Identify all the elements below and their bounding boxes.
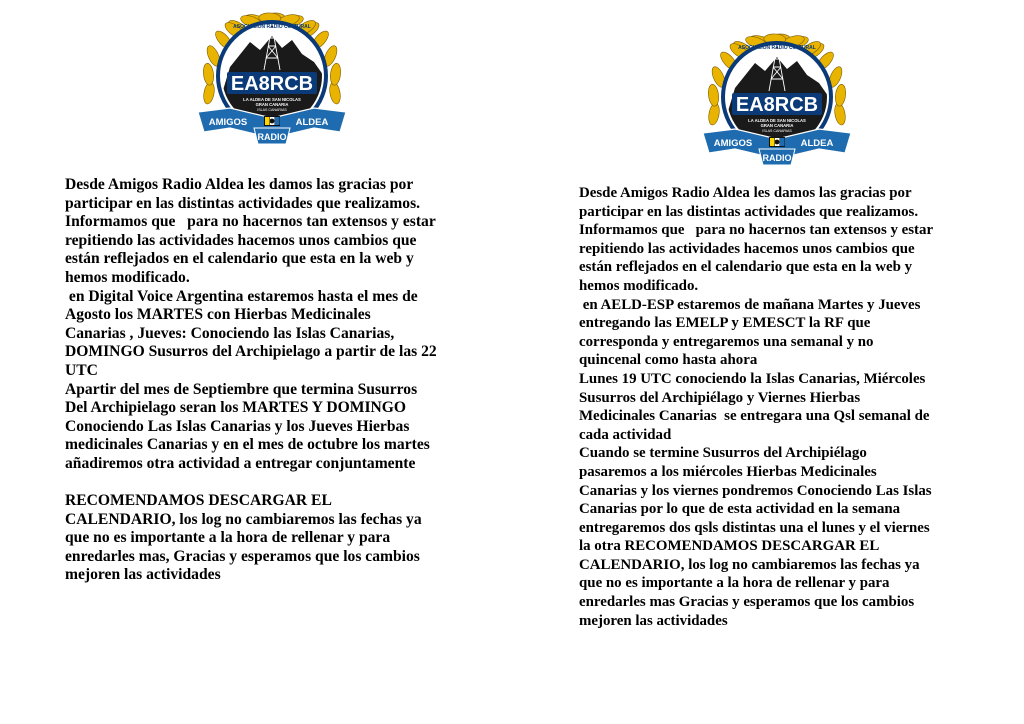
svg-text:ALDEA: ALDEA — [800, 138, 834, 149]
svg-text:ALDEA: ALDEA — [295, 117, 329, 128]
svg-text:AMIGOS: AMIGOS — [208, 117, 248, 128]
logo-right — [695, 33, 860, 173]
laurel-leaf — [329, 63, 342, 86]
laurel-leaf — [707, 84, 720, 107]
svg-text:ASOCIACION RADIO CULTURAL: ASOCIACION RADIO CULTURAL — [738, 45, 816, 51]
svg-text:GRAN CANARIA: GRAN CANARIA — [760, 123, 794, 128]
svg-text:ISLAS CANARIAS: ISLAS CANARIAS — [257, 108, 287, 112]
svg-text:EA8RCB: EA8RCB — [735, 94, 819, 116]
ea8rcb-logo-svg — [190, 12, 355, 152]
svg-text:GRAN CANARIA: GRAN CANARIA — [255, 102, 289, 107]
ea8rcb-logo-svg — [695, 33, 860, 173]
svg-text:ISLAS CANARIAS: ISLAS CANARIAS — [762, 129, 792, 133]
flag-icon — [769, 137, 785, 147]
flag-icon — [264, 116, 280, 126]
laurel-leaf — [834, 84, 847, 107]
laurel-leaf — [202, 63, 215, 86]
svg-text:LA ALDEA DE SAN NICOLAS: LA ALDEA DE SAN NICOLAS — [748, 118, 806, 123]
announcement-text-left: Desde Amigos Radio Aldea les damos las gracias por participar en las distintas actividades que realizamos. Informamos que para no hacernos tan extensos y estar repitiendo las actividades hacemos unos cambios que están reflejados en el calendario que esta en la web y hemos modificado. en Digital Voice Argentina estaremos hasta el mes de Agosto los MARTES con Hierbas Medicinales Canarias , Jueves: Conociendo las Islas Canarias, DOMINGO Susurros del Archipielago a partir de las 22 UTC Apartir del mes de Septiembre que termina Susurros Del Archipielago seran los MARTES Y DOMINGO Conociendo Las Islas Canarias y los Jueves Hierbas medicinales Canarias y en el mes de octubre los martes añadiremos otra actividad a entregar conjuntamente RECOMENDAMOS DESCARGAR EL CALENDARIO, los log no cambiaremos las fechas ya que no es importante a la hora de rellenar y para enredarles mas, Gracias y esperamos que los cambios mejoren las actividades — [65, 176, 437, 584]
svg-text:LA ALDEA DE SAN NICOLAS: LA ALDEA DE SAN NICOLAS — [243, 97, 301, 102]
logo-left — [190, 12, 355, 152]
announcement-text-right: Desde Amigos Radio Aldea les damos las gracias por participar en las distintas actividades que realizamos. Informamos que para no hacernos tan extensos y estar repitiendo las actividades hacemos unos cambios que están reflejados en el calendario que esta en la web y hemos modificado. en AELD-ESP estaremos de mañana Martes y Jueves entregando las EMELP y EMESCT la RF que corresponda y entregaremos una semanal y no quincenal como hasta ahora Lunes 19 UTC conociendo la Islas Canarias, Miércoles Susurros del Archipiélago y Viernes Hierbas Medicinales Canarias se entregara una Qsl semanal de cada actividad Cuando se termine Susurros del Archipiélago pasaremos a los miércoles Hierbas Medicinales Canarias y los viernes pondremos Conociendo Las Islas Canarias por lo que de esta actividad en la semana entregaremos dos qsls distintas una el lunes y el viernes la otra RECOMENDAMOS DESCARGAR EL CALENDARIO, los log no cambiaremos las fechas ya que no es importante a la hora de rellenar y para enredarles mas Gracias y esperamos que los cambios mejoren las actividades — [579, 185, 934, 629]
svg-text:AMIGOS: AMIGOS — [713, 138, 753, 149]
svg-text:RADIO: RADIO — [762, 153, 792, 163]
svg-text:ASOCIACION RADIO CULTURAL: ASOCIACION RADIO CULTURAL — [233, 24, 311, 30]
svg-text:RADIO: RADIO — [257, 132, 287, 142]
svg-text:EA8RCB: EA8RCB — [230, 73, 314, 95]
